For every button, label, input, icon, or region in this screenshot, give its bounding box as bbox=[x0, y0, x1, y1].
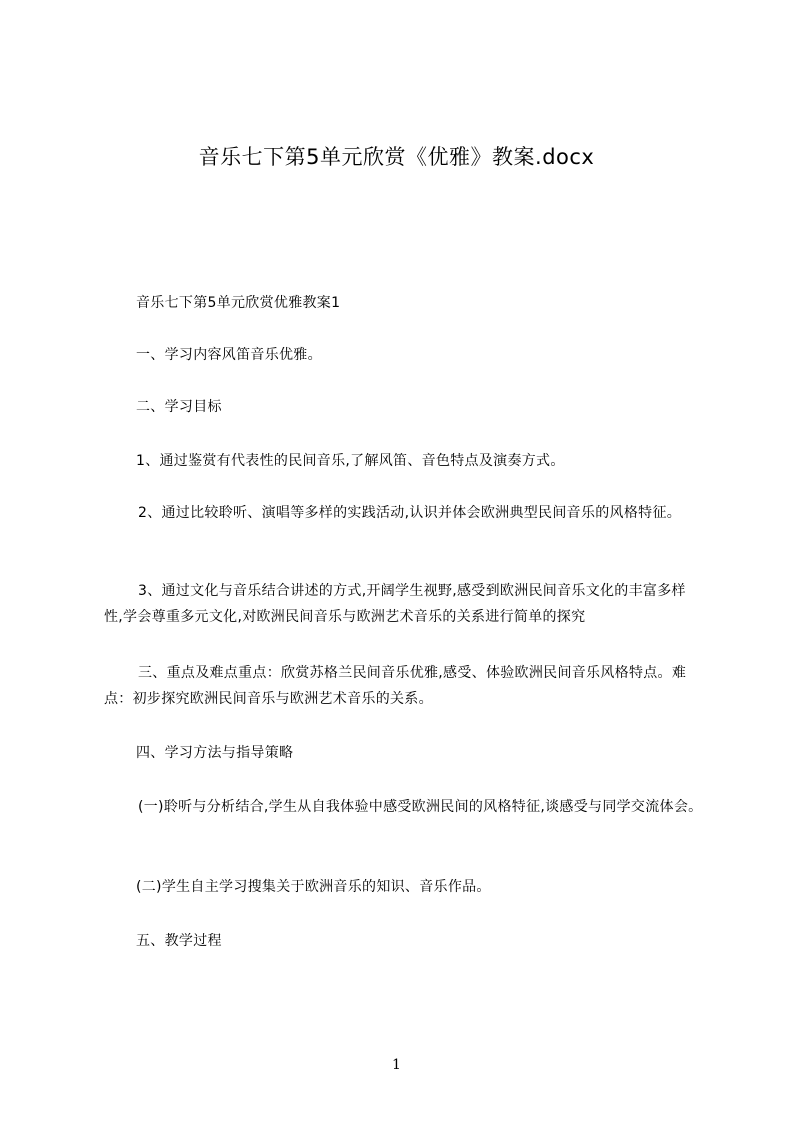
paragraph-objective-2: 2、通过比较聆听、演唱等多样的实践活动,认识并体会欧洲典型民间音乐的风格特征。 bbox=[138, 505, 682, 521]
paragraph-key-points: 三、重点及难点重点：欣赏苏格兰民间音乐优雅,感受、体验欧洲民间音乐风格特点。难点：初步探究欧洲民间音乐与欧洲艺术音乐的关系。 bbox=[104, 665, 687, 707]
paragraph-objective-1: 1、通过鉴赏有代表性的民间音乐,了解风笛、音色特点及演奏方式。 bbox=[136, 453, 565, 469]
paragraph-methods-heading: 四、学习方法与指导策略 bbox=[136, 745, 294, 761]
paragraph-learning-content: 一、学习内容风笛音乐优雅。 bbox=[136, 347, 322, 363]
paragraph-lesson-heading: 音乐七下第5单元欣赏优雅教案1 bbox=[136, 295, 341, 311]
paragraph-method-2: (二)学生自主学习搜集关于欧洲音乐的知识、音乐作品。 bbox=[136, 879, 491, 895]
paragraph-process-heading: 五、教学过程 bbox=[136, 933, 222, 949]
paragraph-objectives-heading: 二、学习目标 bbox=[136, 399, 222, 415]
paragraph-method-1: (一)聆听与分析结合,学生从自我体验中感受欧洲民间的风格特征,谈感受与同学交流体会。 bbox=[138, 799, 703, 815]
paragraph-objective-3: 3、通过文化与音乐结合讲述的方式,开阔学生视野,感受到欧洲民间音乐文化的丰富多样性,学会尊重多元文化,对欧洲民间音乐与欧洲艺术音乐的关系进行简单的探究 bbox=[104, 583, 686, 625]
page-number: 1 bbox=[392, 1057, 401, 1073]
document-title: 音乐七下第5单元欣赏《优雅》教案.docx bbox=[198, 145, 595, 169]
